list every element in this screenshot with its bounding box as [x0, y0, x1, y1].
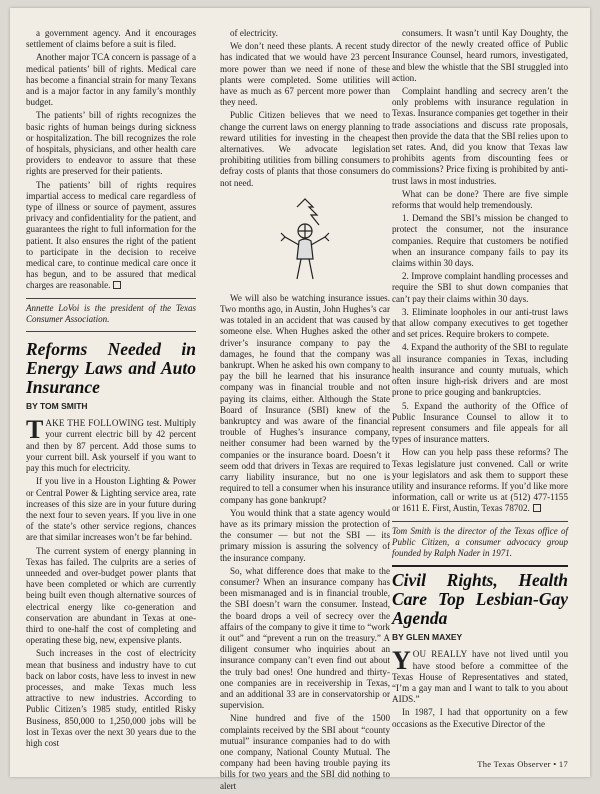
divider	[392, 521, 568, 522]
column-left	[26, 28, 196, 751]
paragraph: So, what difference does that make to the consumer? When an insurance company has been mismanaged and is in financial trouble, the SBI doesn’t warn the consumer. Instead, the board drops a veil of secrecy over the affairs of the company to give it time to “work it out” and “prevent a run on the treasury.” A diligent consumer who inquiries about an insurance company can’t even find out about the truly bad ones! One hundred and thirty-one companies are in receivership in Texas, and an additional 33 are in conservatorship or supervision.	[220, 565, 390, 711]
paragraph: Public Citizen believes that we need to change the current laws on energy planning to reward utilities for investing in the cheapest alternatives. We advocate legislation prohibiting utilities from billing consumers to defray costs of plants that those consumers do not need.	[220, 110, 390, 188]
article-headline: Civil Rights, Health Care Top Lesbian-Gay Agenda	[392, 565, 568, 628]
paragraph: 4. Expand the authority of the SBI to regulate all insurance companies in Texas, including health insurance and county mutuals, which often insure high-risk drivers and are most prone to price gouging and bankruptcies.	[392, 342, 568, 398]
article-headline: Reforms Needed in Energy Laws and Auto Insurance	[26, 339, 196, 398]
paragraph: Complaint handling and secrecy aren’t the only problems with insurance regulation in Texas. Insurance companies get together in their trade associations and discuss rate proposals, then provide the data that the SBI relies upon to set rates. And, did you know that Texas law prohibits agents from discounting fees or commissions? Price fixing is prohibited by anti-trust laws in most industries.	[392, 86, 568, 186]
lead-paragraph	[392, 646, 568, 705]
page-footer: The Texas Observer • 17	[477, 759, 568, 769]
paragraph-text: How can you help pass these reforms? The Texas legislature just convened. Call or write your legislators and ask them to support these utility and insurance reforms. If you’d like more information, call or write us at (512) 477-1155 or 1611 E. First, Austin, Texas 78702.	[392, 447, 568, 514]
paragraph: In 1987, I had that opportunity on a few occasions as the Executive Director of the	[392, 707, 568, 729]
end-mark-icon	[113, 281, 121, 289]
paragraph: Another major TCA concern is passage of a medical patients’ bill of rights. Medical care has become a financial strain for many Texans and is a major factor in any family’s monthly budget.	[26, 52, 196, 108]
column-right	[392, 28, 568, 732]
paragraph: We will also be watching insurance issues. Two months ago, in Austin, John Hughes’s car was totaled in an accident that was caused by someone else. When Hughes asked the other driver’s insurance company to pay the damages, he found that the company was bankrupt. When he asked his own company to pay the bill he learned that his insurance company was in financial trouble and not paying its claims, either. Although the State Board of Insurance (SBI) knew of the bankruptcy and was aware of the financial trouble of Hughes’s insurance company, neither consumer had been warned by the companies or the insurance board. Doesn’t it seem odd that drivers in Texas are required to carry liability insurance, but no one is required to tell a consumer when his insurance company has gone bankrupt?	[220, 292, 390, 505]
paragraph: 1. Demand the SBI’s mission be changed to protect the consumer, not the insurance companies. Require that customers be notified when an insurance company fails to pay its claims within 30 days.	[392, 213, 568, 269]
paragraph-text: The patients’ bill of rights requires impartial access to medical care regardless of type of illness or source of payment, assures privacy and confidentiality for the patient, and guarantees the right to full information for the patient. It also ensures the right of the patient to participate in the decision to receive medical care, to continue medical care once it has begun, and to be assured that medical charges are reasonable.	[26, 179, 196, 291]
author-bio: Tom Smith is the director of the Texas office of Public Citizen, a consumer advocacy group founded by Ralph Nader in 1971.	[392, 525, 568, 558]
paragraph: The patients’ bill of rights recognizes the basic rights of human beings during sickness or hospitalization. The bill recognizes the role of hospitals, physicians, and other health care providers to endeavor to assure that these rights are preserved for their patients.	[26, 110, 196, 177]
paragraph: You would think that a state agency would have as its primary mission the protection of the consumer — but not the SBI — its primary mission is assuring the solvency of the insurance company.	[220, 507, 390, 563]
lead-paragraph	[26, 415, 197, 474]
paragraph: 5. Expand the authority of the Office of Public Insurance Counsel to allow it to represent consumers and file appeals for all types of insurance matters.	[392, 400, 568, 445]
article-byline: BY TOM SMITH	[26, 401, 88, 412]
paragraph: Nine hundred and five of the 1500 complaints received by the SBI about “county mutual” insurance companies had to do with one company, National County Mutual. The company had been having trouble paying its bills for two years and the SBI did nothing to alert	[220, 713, 390, 791]
paragraph: Such increases in the cost of electricity mean that business and industry have to cut back on labor costs, have less to invest in new processes, and make Texas much less attractive to new industries. According to Public Citizen’s 1985 study, entitled Risky Business, 850,000 to 1,250,000 jobs will be lost in Texas over the next 30 years due to the high cost	[26, 648, 196, 748]
lead-in: AKE THE FOLLOWING	[45, 418, 145, 429]
lead-text: have not lived until you have stood before a committee of the Texas House of Representatives and stated, “I’m a gay man and I want to talk to you about AIDS.”	[392, 649, 568, 705]
end-mark-icon	[533, 504, 541, 512]
drop-cap: Y	[392, 646, 411, 676]
lead-in: OU REALLY	[412, 649, 468, 660]
paragraph: If you live in a Houston Lighting & Power or Central Power & Lighting service area, rate increases of this size are in your future during the next four to seven years. If you live in one of the state’s other service regions, chances are that similar increases won’t be far behind.	[26, 476, 196, 543]
paragraph	[26, 180, 196, 292]
column-middle	[220, 28, 390, 794]
paragraph: The current system of energy planning in Texas has failed. The culprits are a series of unneeded and over-budget power plants that have been completed or which are currently being built even though alternative sources of electrical energy like co-generation and conservation are abundant in Texas at one-third to one-half the cost of completing and operating these big, new, expensive plants.	[26, 545, 196, 646]
energy-illustration	[273, 197, 337, 283]
paragraph: 3. Eliminate loopholes in our anti-trust laws that allow company executives to get together and set prices. Require brokers to compete.	[392, 306, 568, 340]
author-bio: Annette LoVoi is the president of the Texas Consumer Association.	[26, 302, 196, 324]
paragraph: of electricity.	[230, 28, 278, 38]
paragraph: 2. Improve complaint handling processes and require the SBI to shut down companies that can’t pay their claims within 30 days.	[392, 271, 568, 304]
lead-text: test. Multiply your current electric bill by 42 percent and then by 87 percent. Add those sums to your current bill. Ask yourself if you want to pay this much for electricity.	[26, 418, 197, 474]
divider	[26, 298, 196, 299]
magazine-page	[10, 8, 590, 791]
divider	[26, 331, 196, 332]
paragraph: consumers. It wasn’t until Kay Doughty, the director of the newly created office of Public Insurance Counsel, heard rumors, investigated, and blew the whistle that the SBI struggled into action.	[392, 28, 568, 83]
paragraph: We don’t need these plants. A recent study has indicated that we would have 23 percent more power than we need if none of these plants were completed. Some utilities will have as much as 67 percent more power than they need.	[220, 41, 390, 108]
article-byline: BY GLEN MAXEY	[392, 632, 463, 643]
drop-cap: T	[26, 415, 44, 445]
paragraph: What can be done? There are five simple reforms that would help tremendously.	[392, 188, 568, 211]
paragraph	[392, 447, 568, 514]
paragraph: a government agency. And it encourages settlement of claims before a suit is filed.	[26, 28, 196, 50]
